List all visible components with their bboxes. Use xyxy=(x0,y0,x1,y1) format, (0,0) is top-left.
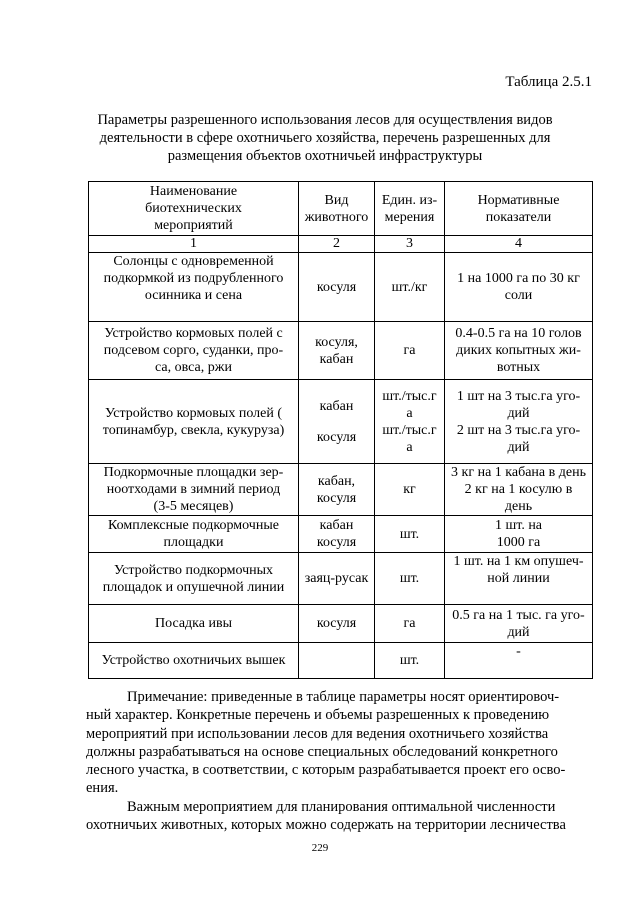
animal-cell xyxy=(299,464,375,516)
column-number: 4 xyxy=(445,236,593,253)
cell-line: косуля, xyxy=(315,334,358,350)
header-line: животного xyxy=(304,209,369,225)
norm-cell xyxy=(445,380,593,464)
table-row xyxy=(89,553,593,605)
cell-line: шт./кг xyxy=(391,279,428,295)
header-line: Нормативные xyxy=(477,192,560,208)
cell-line: - xyxy=(516,644,521,659)
cell-line: кабан xyxy=(319,518,354,533)
page-number: 229 xyxy=(311,842,329,854)
cell-line: осинника и сена xyxy=(144,288,243,303)
note-paragraph xyxy=(86,688,592,834)
norm-cell xyxy=(445,643,593,679)
activity-cell xyxy=(89,643,299,679)
unit-cell xyxy=(375,253,445,322)
cell-line: дий xyxy=(507,439,530,455)
cell-line: 1 шт. на xyxy=(494,518,543,533)
note-line: ный характер. Конкретные перечень и объемы разрешенных к проведению xyxy=(86,707,550,724)
caption-line: деятельности в сфере охотничьего хозяйства, перечень разрешенных для xyxy=(99,130,551,146)
header-line: мерения xyxy=(384,209,435,225)
cell-line: день xyxy=(504,499,533,514)
cell-line: косуля xyxy=(316,490,357,506)
body-line: охотничьих животных, которых можно содержать на территории лесничества xyxy=(86,817,566,834)
animal-cell xyxy=(299,380,375,464)
cell-line: шт. xyxy=(399,653,420,668)
cell-line: 1 шт на 3 тыс.га уго- xyxy=(456,388,581,404)
table-row xyxy=(89,516,593,553)
unit-cell xyxy=(375,380,445,464)
norm-cell xyxy=(445,253,593,322)
cell-line: Устройство охотничьих вышек xyxy=(101,653,286,668)
caption-line: размещения объектов охотничьей инфраструктуры xyxy=(167,148,483,164)
cell-line: заяц-русак xyxy=(304,571,369,586)
norm-cell xyxy=(445,322,593,380)
norm-cell xyxy=(445,464,593,516)
cell-line: га xyxy=(403,616,416,631)
cell-line: площадок и опушечной линии xyxy=(102,579,285,595)
cell-line: диких копытных жи- xyxy=(456,343,581,358)
cell-line: а xyxy=(406,405,413,421)
header-line: Наименование xyxy=(149,184,238,199)
cell-line: Комплексные подкормочные xyxy=(108,518,279,533)
animal-cell xyxy=(299,553,375,605)
table-row xyxy=(89,464,593,516)
cell-line: соли xyxy=(504,288,533,303)
animal-cell xyxy=(299,516,375,553)
header-norm xyxy=(445,182,593,236)
norm-cell xyxy=(445,516,593,553)
norm-cell xyxy=(445,553,593,605)
body-line: Важным мероприятием для планирования оптимальной численности xyxy=(127,798,556,815)
cell-line: подсевом сорго, суданки, про- xyxy=(103,343,284,358)
activity-cell xyxy=(89,553,299,605)
unit-cell xyxy=(375,643,445,679)
note-line: лесного участка, в соответствии, с которым разрабатывается проект его осво- xyxy=(86,762,566,779)
caption-line: Параметры разрешенного использования лесов для осуществления видов xyxy=(97,112,553,128)
cell-line: Устройство кормовых полей с xyxy=(104,326,283,341)
activity-cell xyxy=(89,464,299,516)
cell-line: га xyxy=(403,343,416,358)
header-unit xyxy=(375,182,445,236)
header-activity xyxy=(89,182,299,236)
cell-line: ноотходами в зимний период xyxy=(106,482,281,497)
cell-line: косуля xyxy=(316,616,357,631)
cell-line: шт. xyxy=(399,526,420,542)
cell-line: 1 на 1000 га по 30 кг xyxy=(457,271,580,286)
cell-line: кабан xyxy=(319,398,354,414)
activity-cell xyxy=(89,605,299,643)
cell-line: ной линии xyxy=(487,571,550,586)
cell-line: 0.4-0.5 га на 10 голов xyxy=(455,326,582,341)
cell-line: а xyxy=(406,439,413,455)
cell-line: дий xyxy=(507,624,530,640)
table-row xyxy=(89,253,593,322)
cell-line: 1 шт. на 1 км опушеч- xyxy=(453,554,584,569)
note-line: должны разрабатываться на основе специальных обследований конкретного xyxy=(86,743,558,760)
unit-cell xyxy=(375,464,445,516)
header-line: Вид xyxy=(324,192,349,208)
activity-cell xyxy=(89,380,299,464)
cell-line: (3-5 месяцев) xyxy=(153,499,234,514)
table-caption xyxy=(80,111,570,165)
table-row xyxy=(89,643,593,679)
cell-line: шт./тыс.г xyxy=(382,388,437,404)
column-number: 3 xyxy=(375,236,445,253)
cell-line: са, овса, ржи xyxy=(155,360,232,375)
cell-line: подкормкой из подрубленного xyxy=(103,271,284,286)
note-line: ения. xyxy=(86,780,119,797)
cell-line: площадки xyxy=(163,535,224,550)
table-row xyxy=(89,605,593,643)
cell-line: кабан xyxy=(319,351,354,367)
header-line: показатели xyxy=(485,209,552,225)
cell-line: шт./тыс.г xyxy=(382,422,437,438)
cell-line: 1000 га xyxy=(496,535,541,550)
cell-line: Устройство подкормочных xyxy=(113,562,274,578)
cell-line: косуля xyxy=(316,279,357,295)
animal-cell xyxy=(299,605,375,643)
activity-cell xyxy=(89,322,299,380)
cell-line: косуля xyxy=(316,429,357,445)
header-animal xyxy=(299,182,375,236)
header-line: мероприятий xyxy=(154,218,233,233)
cell-line: шт. xyxy=(399,571,420,586)
animal-cell xyxy=(299,322,375,380)
cell-line: 0.5 га на 1 тыс. га уго- xyxy=(452,607,585,623)
activity-cell xyxy=(89,516,299,553)
parameters-table xyxy=(88,181,593,679)
note-line: мероприятий при использовании лесов для ведения охотничьего хозяйства xyxy=(86,725,549,742)
cell-line: Устройство кормовых полей ( xyxy=(105,405,282,421)
column-number: 2 xyxy=(299,236,375,253)
header-line: Един. из- xyxy=(381,192,438,208)
unit-cell xyxy=(375,553,445,605)
norm-cell xyxy=(445,605,593,643)
cell-line: кабан, xyxy=(317,473,356,489)
cell-line: 2 кг на 1 косулю в xyxy=(464,482,573,497)
cell-line: топинамбур, свекла, кукуруза) xyxy=(102,422,285,438)
cell-line: 2 шт на 3 тыс.га уго- xyxy=(456,422,581,438)
note-line: Примечание: приведенные в таблице параметры носят ориентировоч- xyxy=(127,689,560,705)
unit-cell xyxy=(375,605,445,643)
column-number-row xyxy=(89,236,593,253)
cell-line: косуля xyxy=(316,535,357,550)
cell-line: дий xyxy=(507,405,530,421)
column-number: 1 xyxy=(89,236,299,253)
table-number: Таблица 2.5.1 xyxy=(505,74,592,90)
table-row xyxy=(89,322,593,380)
cell-line: вотных xyxy=(496,360,541,375)
animal-cell xyxy=(299,643,375,679)
cell-line: Посадка ивы xyxy=(155,616,232,631)
cell-line: 3 кг на 1 кабана в день xyxy=(451,465,586,480)
unit-cell xyxy=(375,322,445,380)
unit-cell xyxy=(375,516,445,553)
activity-cell xyxy=(89,253,299,322)
table-header-row xyxy=(89,182,593,236)
cell-line: Солонцы с одновременной xyxy=(113,254,274,269)
header-line: биотехнических xyxy=(145,201,242,216)
table-row xyxy=(89,380,593,464)
cell-line: Подкормочные площадки зер- xyxy=(103,465,284,480)
animal-cell xyxy=(299,253,375,322)
cell-spacer xyxy=(302,415,371,429)
cell-line: кг xyxy=(403,482,416,497)
